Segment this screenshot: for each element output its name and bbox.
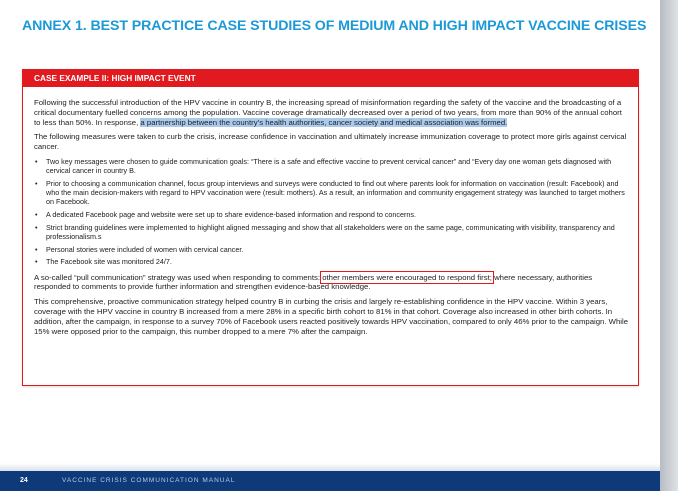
measures-list xyxy=(34,157,630,267)
intro-paragraph xyxy=(34,98,630,127)
bullet-icon: • xyxy=(35,210,38,219)
list-item-text: Personal stories were included of women with cervical cancer. xyxy=(46,244,244,254)
intro-text: Following the successful introduction of the HPV vaccine in country B, the increasing spread of misinformation regarding the safety of the vaccine and the broadcasting of a critical documentary fuelled concerns among the population. Vaccine coverage dramatically decreased over a period of two years, from more than 90% of the annual cohort to less than 50%. In response, xyxy=(34,98,622,127)
footer-manual-title: VACCINE CRISIS COMMUNICATION MANUAL xyxy=(62,477,236,484)
list-item xyxy=(35,156,630,176)
list-item-text: The Facebook site was monitored 24/7. xyxy=(46,257,172,267)
list-item xyxy=(35,244,630,254)
list-item-text: Prior to choosing a communication channel, focus group interviews and surveys were conducted to find out where parents look for information on vaccination (result: Facebook) and who the main decision-makers with regard to HPV vaccination were (result: mothers). As a result, an information and community engagement strategy was launched to target mothers on Facebook. xyxy=(46,178,625,207)
list-item xyxy=(35,210,630,219)
list-item xyxy=(35,222,630,241)
case-example-box xyxy=(22,69,639,386)
outcome-paragraph: This comprehensive, proactive communication strategy helped country B in curbing the crisis and largely re-establishing confidence in the HPV vaccine. Within 3 years, coverage with the HPV vaccine in country B increased from a mere 28% in a specific birth cohort to 81% in that cohort. Coverage also increased in other birth cohorts. In addition, after the campaign, in response to a survey 70% of Facebook users reacted positively towards HPV vaccination, compared to only 46% prior to the campaign. While 15% were opposed prior to the campaign, this number dropped to a mere 7% after the campaign. xyxy=(34,297,629,336)
footer-shadow xyxy=(0,463,660,471)
viewer-margin xyxy=(660,0,678,491)
case-body xyxy=(34,98,630,341)
pull-communication-paragraph xyxy=(34,273,630,293)
list-item xyxy=(35,257,630,267)
annex-title: ANNEX 1. BEST PRACTICE CASE STUDIES OF MEDIUM AND HIGH IMPACT VACCINE CRISES xyxy=(22,18,647,34)
page-footer xyxy=(0,471,660,491)
bullet-icon: • xyxy=(35,156,38,166)
pull-text-end: where necessary, authorities responded to comments to provide further information and strengthen evidence-based knowledge. xyxy=(34,272,593,292)
pull-text-start: A so-called “pull communication” strategy was used when responding to comments: xyxy=(34,272,323,282)
case-header: CASE EXAMPLE II: HIGH IMPACT EVENT xyxy=(23,70,638,87)
list-item xyxy=(35,178,630,207)
measures-intro-paragraph: The following measures were taken to curb the crisis, increase confidence in vaccination and ultimately increase immunization coverage to protect more girls against cervical cancer. xyxy=(34,132,627,152)
highlighted-text[interactable]: a partnership between the country’s health authorities, cancer society and medical association was formed. xyxy=(140,117,508,127)
page-number: 24 xyxy=(20,477,28,484)
bullet-icon: • xyxy=(35,222,38,232)
bullet-icon: • xyxy=(35,244,38,254)
boxed-annotation-text[interactable]: other members were encouraged to respond first; xyxy=(322,272,492,282)
list-item-text: A dedicated Facebook page and website were set up to share evidence-based information and respond to concerns. xyxy=(46,210,416,219)
bullet-icon: • xyxy=(35,257,38,267)
bullet-icon: • xyxy=(35,178,38,188)
list-item-text: Strict branding guidelines were implemented to highlight aligned messaging and show that all stakeholders were on the same page, communicating with visibility, transparency and professionalism.s xyxy=(46,222,615,241)
list-item-text: Two key messages were chosen to guide communication goals: “There is a safe and effective vaccine to prevent cervical cancer” and “Every day one woman gets diagnosed with cervical cancer in country B. xyxy=(46,156,612,176)
